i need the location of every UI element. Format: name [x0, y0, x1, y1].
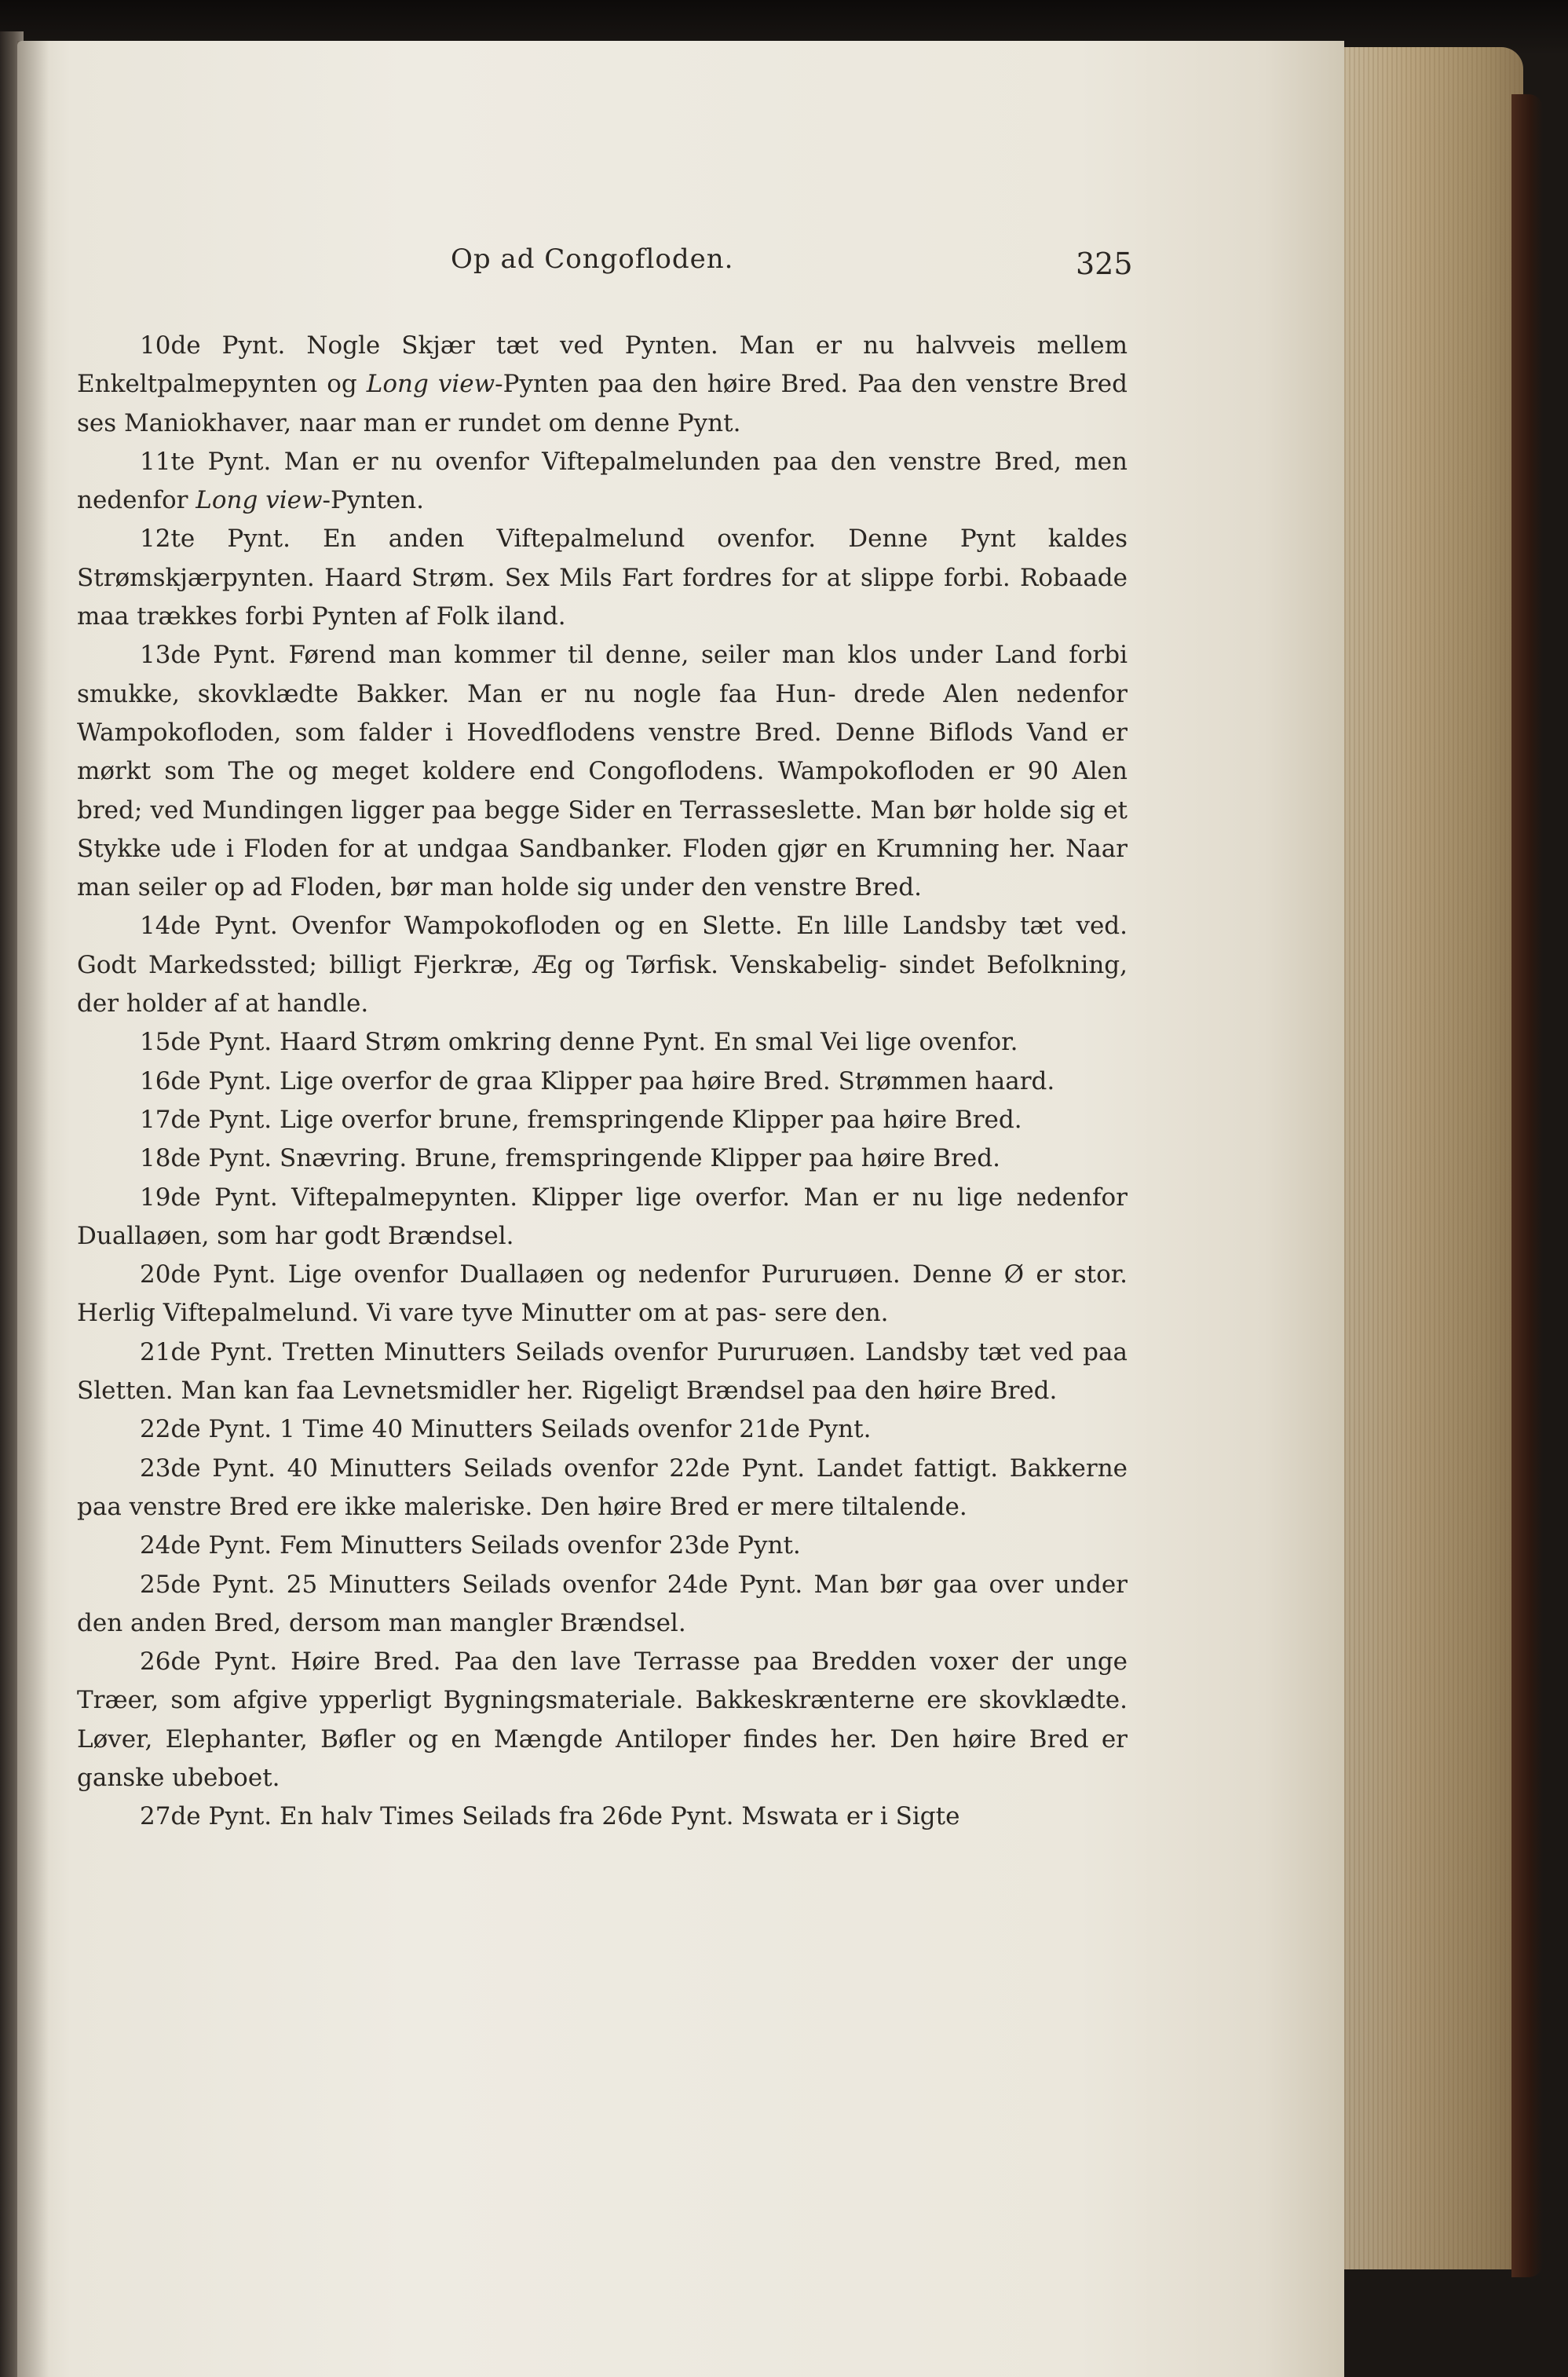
book-page [17, 41, 1344, 2377]
entry-label: 21de Pynt. [140, 1337, 274, 1366]
entry-label: 12te Pynt. [140, 525, 291, 554]
entry-label: 16de Pynt. [140, 1066, 272, 1095]
entry-text: Snævring. Brune, fremspringende Klipper paa høire Bred. [272, 1144, 1000, 1173]
entry-text: Man er nu ovenfor Viftepalmelunden paa den venstre Bred, men nedenfor [77, 447, 1128, 515]
entry-text-tail: -Pynten paa den høire Bred. Paa den venstre Bred ses Maniokhaver, naar man er rundet om denne Pynt. [77, 370, 1128, 437]
entry-label: 14de Pynt. [140, 912, 278, 941]
entry-paragraph [77, 520, 1128, 636]
entry-paragraph [77, 1023, 1128, 1062]
entry-label: 22de Pynt. [140, 1415, 272, 1444]
entry-paragraph [77, 1062, 1128, 1101]
entry-paragraph [77, 1450, 1128, 1527]
entry-text: Lige overfor brune, fremspringende Klipper paa høire Bred. [272, 1105, 1022, 1134]
entry-text: Haard Strøm omkring denne Pynt. En smal Vei lige ovenfor. [272, 1028, 1018, 1057]
entry-text: Høire Bred. Paa den lave Terrasse paa Bredden voxer der unge Træer, som afgive ypperligt Bygningsmateriale. Bakkeskrænterne ere skovklædte. Løver, Elephanter, Bøfler og en Mængde Antiloper findes her. Den høire Bred er ganske ubeboet. [77, 1647, 1128, 1792]
page-number: 325 [1076, 247, 1133, 281]
entry-label: 24de Pynt. [140, 1531, 272, 1560]
entry-label: 18de Pynt. [140, 1144, 272, 1173]
entry-text: Tretten Minutters Seilads ovenfor Pururuøen. Landsby tæt ved paa Sletten. Man kan faa Levnetsmidler her. Rigeligt Brændsel paa den høire Bred. [77, 1337, 1128, 1406]
entry-label: 15de Pynt. [140, 1028, 272, 1057]
entry-italic: Long view [366, 370, 495, 399]
page-edges-shade [1335, 47, 1523, 2269]
entry-text: Nogle Skjær tæt ved Pynten. Man er nu halvveis mellem Enkeltpalmepynten og [77, 331, 1128, 399]
entry-label: 13de Pynt. [140, 641, 276, 670]
entry-paragraph [77, 443, 1128, 521]
entry-paragraph [77, 1139, 1128, 1178]
entry-paragraph [77, 1101, 1128, 1139]
entry-text: En anden Viftepalmelund ovenfor. Denne Pynt kaldes Strømskjærpynten. Haard Strøm. Sex Mils Fart fordres for at slippe forbi. Robaade maa trækkes forbi Pynten af Folk iland. [77, 525, 1128, 631]
entry-label: 10de Pynt. [140, 331, 286, 360]
entry-label: 25de Pynt. [140, 1570, 276, 1599]
entry-paragraph [77, 1256, 1128, 1333]
entry-text-tail: -Pynten. [322, 486, 424, 515]
page-gutter-shadow [17, 41, 49, 2377]
entry-paragraph [77, 907, 1128, 1023]
entry-paragraph [77, 1410, 1128, 1449]
entry-label: 23de Pynt. [140, 1454, 276, 1483]
entry-text: 1 Time 40 Minutters Seilads ovenfor 21de Pynt. [272, 1415, 872, 1444]
entry-paragraph [77, 1797, 1128, 1836]
entry-text: Lige ovenfor Duallaøen og nedenfor Pururuøen. Denne Ø er stor. Herlig Viftepalmelund. Vi vare tyve Minutter om at pas- sere den. [77, 1260, 1128, 1328]
entry-label: 17de Pynt. [140, 1105, 272, 1134]
entry-label: 26de Pynt. [140, 1647, 278, 1677]
entry-text: Førend man kommer til denne, seiler man klos under Land forbi smukke, skovklædte Bakker. Man er nu nogle faa Hun- drede Alen nedenfor Wampokofloden, som falder i Hovedflodens venstre Bred. Denne Biflods Vand er mørkt som The og meget koldere end Congoflodens. Wampokofloden er 90 Alen bred; ved Mundingen ligger paa begge Sider en Terrasseslette. Man bør holde sig et Stykke ude i Floden for at undgaa Sandbanker. Floden gjør en Krumning her. Naar man seiler op ad Floden, bør man holde sig under den venstre Bred. [77, 641, 1128, 902]
entry-text: Fem Minutters Seilads ovenfor 23de Pynt. [272, 1531, 801, 1560]
entry-paragraph [77, 1179, 1128, 1256]
entry-paragraph [77, 1643, 1128, 1797]
entry-text: Lige overfor de graa Klipper paa høire Bred. Strømmen haard. [272, 1066, 1055, 1095]
entry-paragraph [77, 1566, 1128, 1644]
entry-label: 19de Pynt. [140, 1183, 278, 1212]
entry-italic: Long view [196, 486, 323, 515]
entry-text: Viftepalmepynten. Klipper lige overfor. Man er nu lige nedenfor Duallaøen, som har godt Brændsel. [77, 1183, 1128, 1250]
entry-paragraph [77, 1333, 1128, 1411]
entry-text: Ovenfor Wampokofloden og en Slette. En lille Landsby tæt ved. Godt Markedssted; billigt Fjerkræ, Æg og Tørfisk. Venskabelig- sindet Befolkning, der holder af at handle. [77, 912, 1128, 1018]
entry-text: En halv Times Seilads fra 26de Pynt. Mswata er i Sigte [272, 1802, 960, 1831]
book-cover-edge [1511, 94, 1543, 2277]
body-text [77, 327, 1128, 1837]
entry-text: 40 Minutters Seilads ovenfor 22de Pynt. Landet fattigt. Bakkerne paa venstre Bred ere ikke maleriske. Den høire Bred er mere tiltalende. [77, 1454, 1128, 1521]
entry-paragraph [77, 327, 1128, 443]
entry-label: 11te Pynt. [140, 447, 272, 476]
entry-paragraph [77, 636, 1128, 907]
entry-label: 27de Pynt. [140, 1802, 272, 1831]
entry-paragraph [77, 1527, 1128, 1565]
entry-label: 20de Pynt. [140, 1260, 276, 1289]
entry-text: 25 Minutters Seilads ovenfor 24de Pynt. Man bør gaa over under den anden Bred, dersom man mangler Brændsel. [77, 1570, 1128, 1637]
running-title: Op ad Congofloden. [451, 243, 734, 275]
page-header [17, 243, 1344, 291]
